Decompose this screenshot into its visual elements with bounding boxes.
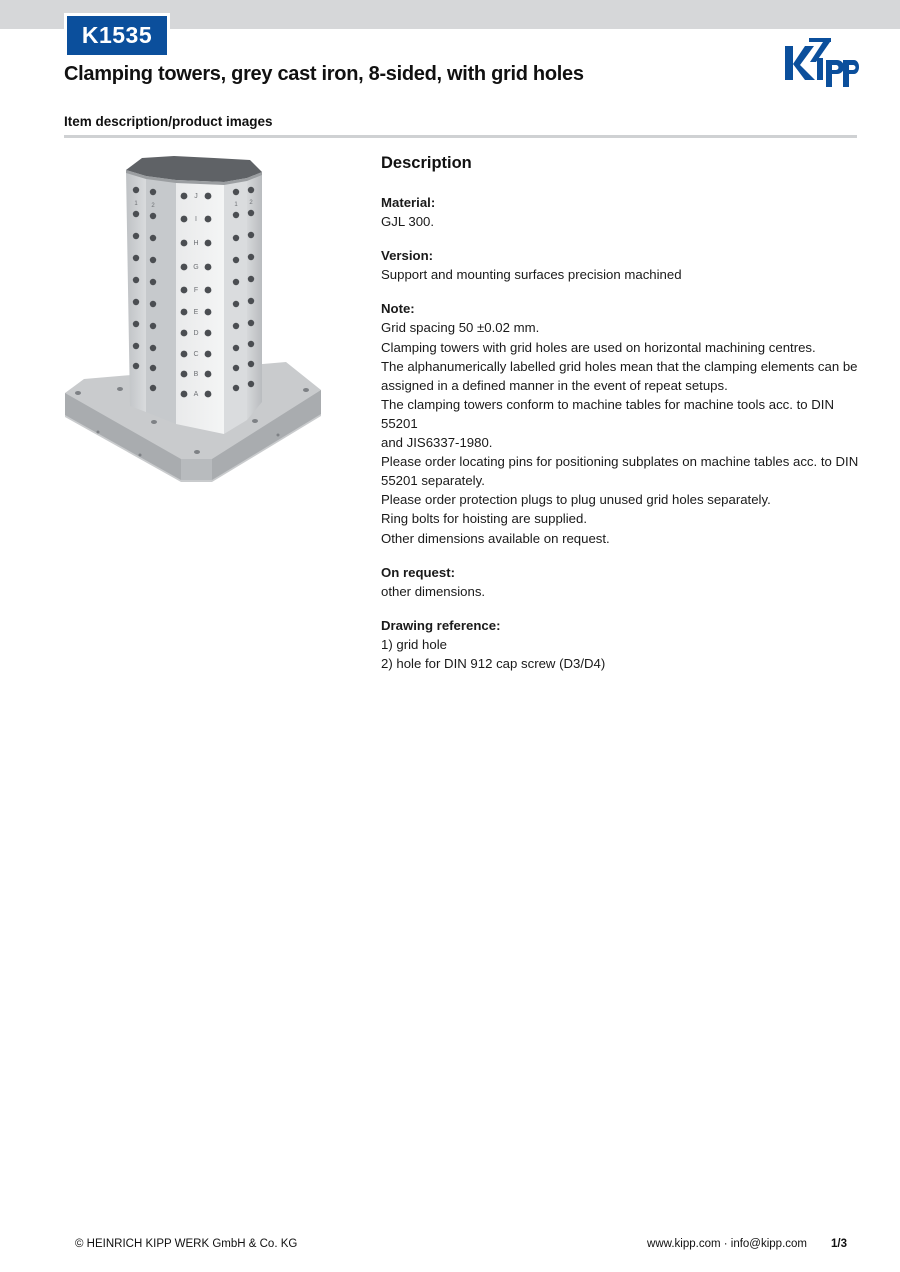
note-label: Note:	[381, 301, 415, 317]
svg-text:B: B	[193, 371, 199, 378]
footer-copyright: © HEINRICH KIPP WERK GmbH & Co. KG	[75, 1238, 298, 1250]
page-number: 1/3	[831, 1238, 847, 1250]
note-line: assigned in a defined manner in the event of repeat setups.	[381, 377, 728, 393]
note-block	[381, 299, 861, 547]
product-code: K1535	[67, 16, 167, 55]
note-line: Please order locating pins for positioning subplates on machine tables acc. to DIN	[381, 454, 859, 470]
footer-contact[interactable]: www.kipp.com · info@kipp.com	[647, 1238, 807, 1250]
material-value: GJL 300.	[381, 214, 435, 230]
svg-text:F: F	[193, 287, 199, 294]
svg-text:2: 2	[249, 200, 253, 206]
note-line: The alphanumerically labelled grid holes mean that the clamping elements can be	[381, 358, 858, 374]
kipp-logo	[783, 38, 859, 92]
version-block	[381, 246, 861, 284]
note-line: and JIS6337-1980.	[381, 435, 493, 451]
drawing-reference-block	[381, 616, 861, 673]
description-panel	[381, 154, 861, 688]
svg-text:1: 1	[234, 202, 238, 208]
svg-text:Kipp: Kipp	[783, 91, 786, 92]
drawing-reference-line: 1) grid hole	[381, 636, 447, 652]
version-label: Version:	[381, 248, 434, 264]
section-rule	[64, 135, 857, 138]
note-line: 55201 separately.	[381, 473, 485, 489]
drawing-reference-line: 2) hole for DIN 912 cap screw (D3/D4)	[381, 655, 606, 671]
on-request-value: other dimensions.	[381, 583, 486, 599]
product-image-clamping-tower	[64, 152, 326, 484]
svg-text:J: J	[194, 193, 198, 200]
svg-text:2: 2	[151, 203, 155, 209]
note-line: Please order protection plugs to plug unused grid holes separately.	[381, 492, 771, 508]
svg-text:E: E	[193, 309, 199, 316]
svg-text:C: C	[193, 351, 199, 358]
drawing-reference-label: Drawing reference:	[381, 617, 501, 633]
svg-text:1: 1	[134, 201, 138, 207]
kipp-logo-mark	[785, 38, 859, 87]
footer-right	[647, 1238, 847, 1250]
note-line: Grid spacing 50 ±0.02 mm.	[381, 320, 540, 336]
svg-text:I: I	[195, 216, 197, 223]
product-code-badge	[64, 13, 170, 58]
svg-text:D: D	[193, 330, 199, 337]
svg-text:A: A	[193, 391, 199, 398]
svg-text:G: G	[193, 264, 199, 271]
on-request-block	[381, 563, 861, 601]
version-value: Support and mounting surfaces precision machined	[381, 267, 682, 283]
on-request-label: On request:	[381, 564, 456, 580]
note-line: Ring bolts for hoisting are supplied.	[381, 511, 587, 527]
description-title: Description	[381, 154, 472, 172]
material-label: Material:	[381, 195, 436, 210]
note-line: Other dimensions available on request.	[381, 530, 610, 546]
note-line: Clamping towers with grid holes are used on horizontal machining centres.	[381, 339, 816, 355]
section-heading: Item description/product images	[64, 114, 273, 129]
svg-text:H: H	[193, 240, 199, 247]
page-title: Clamping towers, grey cast iron, 8-sided, with grid holes	[64, 63, 584, 85]
note-line: The clamping towers conform to machine tables for machine tools acc. to DIN 55201	[381, 396, 834, 431]
material-block	[381, 193, 861, 231]
